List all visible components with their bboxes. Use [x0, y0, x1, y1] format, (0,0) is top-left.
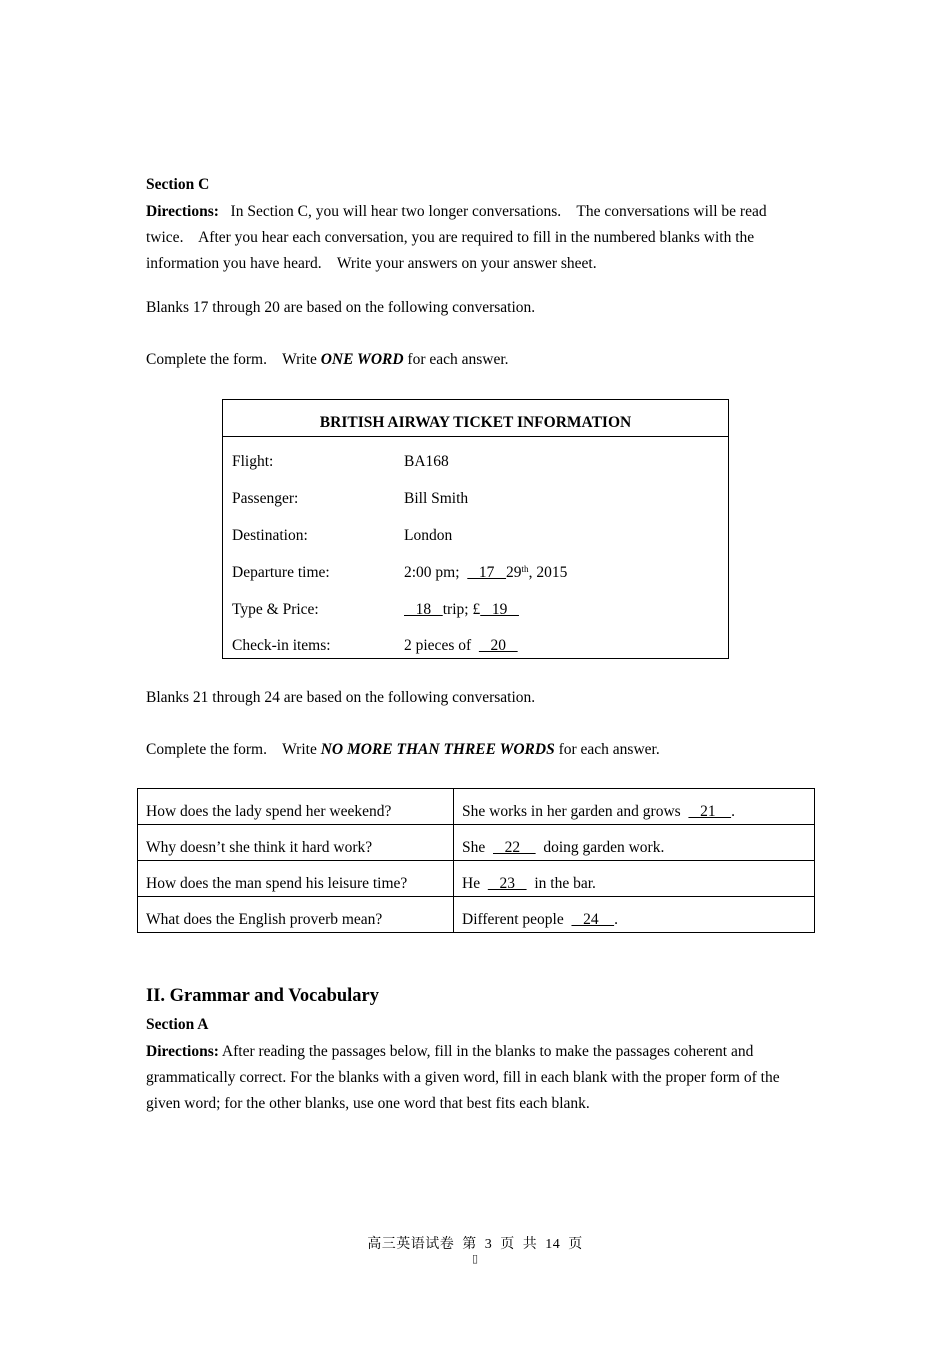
directions-label: Directions: [146, 203, 219, 220]
page-footer: 高三英语试卷 第 3 页 共 14 页 [367, 1237, 583, 1252]
section-c-directions [146, 199, 806, 277]
blank-18: 18 [404, 601, 443, 618]
conversation-2-intro: Blanks 21 through 24 are based on the following conversation. [146, 689, 536, 706]
answer-cell: Different people 24 . [454, 897, 815, 933]
part-2-directions [146, 1039, 808, 1117]
directions-text: In Section C, you will hear two longer conversations. The conversations will be read twice. After you hear each conversation, you are required to fill in the numbered blanks with the information you have heard. Write your answers on your answer sheet. [146, 203, 771, 272]
blank-19: 19 [480, 601, 519, 618]
blank-22: 22 [493, 839, 536, 856]
part-2-title: II. Grammar and Vocabulary [146, 986, 379, 1006]
answer-cell: She 22 doing garden work. [454, 825, 815, 861]
qa-table [137, 788, 815, 933]
question-cell: How does the man spend his leisure time? [138, 861, 454, 897]
conversation-1-instruction: Complete the form. Write ONE WORD for each answer. [146, 351, 509, 368]
question-cell: What does the English proverb mean? [138, 897, 454, 933]
ticket-info-box: BRITISH AIRWAY TICKET INFORMATION Flight: BA168 Passenger: Bill Smith Destination: London Departure time: 2:00 pm; 17 29th, 2015 Type & Price: 18 trip; £ 19 Check-in items: 2 pieces of 20 [222, 399, 729, 659]
answer-cell: He 23 in the bar. [454, 861, 815, 897]
directions-label: Directions: [146, 1043, 219, 1060]
part-2-section-title: Section A [146, 1016, 209, 1033]
table-row [138, 825, 815, 861]
answer-cell: She works in her garden and grows 21 . [454, 789, 815, 825]
blank-23: 23 [487, 875, 527, 892]
conversation-1-intro: Blanks 17 through 20 are based on the following conversation. [146, 299, 536, 316]
directions-text: After reading the passages below, fill in the blanks to make the passages coherent and grammatically correct. For the blanks with a given word, fill in each blank with the proper form of the given word; for the other blanks, use one word that best fits each blank. [146, 1043, 780, 1112]
footer-mark: ▯ [471, 1253, 479, 1265]
question-cell: Why doesn’t she think it hard work? [138, 825, 454, 861]
table-row [138, 789, 815, 825]
ticket-title: BRITISH AIRWAY TICKET INFORMATION [223, 400, 728, 437]
blank-21: 21 [688, 803, 732, 820]
blank-24: 24 [571, 911, 615, 928]
question-cell: How does the lady spend her weekend? [138, 789, 454, 825]
section-c-title: Section C [146, 176, 210, 193]
table-row [138, 861, 815, 897]
table-row [138, 897, 815, 933]
conversation-2-instruction: Complete the form. Write NO MORE THAN THREE WORDS for each answer. [146, 741, 660, 758]
blank-17: 17 [467, 564, 507, 581]
blank-20: 20 [478, 637, 518, 654]
